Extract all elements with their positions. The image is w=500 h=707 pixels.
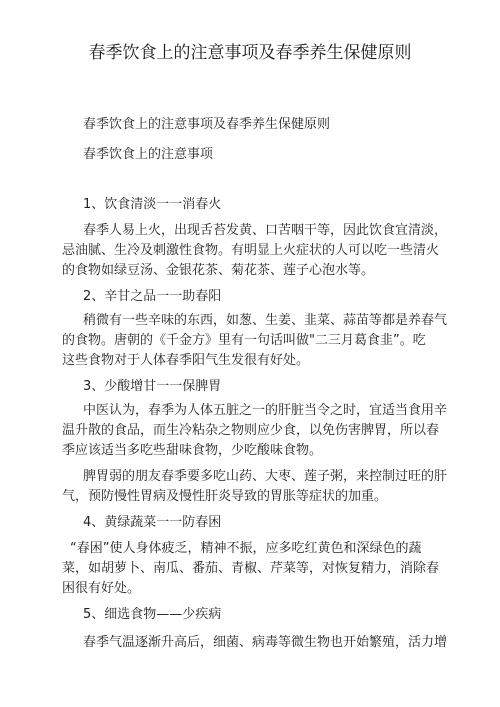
item-1-line-2: 忌油腻、生冷及刺激性食物。有明显上火症状的人可以吃一些清火 (62, 243, 440, 258)
item-1-line-1: 春季人易上火，出现舌苔发黄、口苦咽干等，因此饮食宜清淡， (83, 223, 448, 238)
item-3-para-1-line-1: 中医认为，春季为人体五脏之一的肝脏当令之时，宜适当食用辛 (83, 403, 448, 418)
item-2-line-1: 稍微有一些辛味的东西，如葱、生姜、韭菜、蒜苗等都是养春气 (83, 313, 448, 328)
item-5-line-1: 春季气温逐渐升高后，细菌、病毒等微生物也开始繁殖，活力增 (83, 635, 448, 650)
document-subtitle: 春季饮食上的注意事项及春季养生保健原则 (83, 117, 331, 132)
item-4-line-3: 困很有好处。 (62, 581, 141, 596)
item-heading-1: 1、饮食清淡一一消春火 (83, 197, 222, 212)
item-3-para-1-line-2: 温升散的食品，而生冷粘杂之物则应少食，以免伤害脾胃，所以春 (62, 423, 440, 438)
section-heading: 春季饮食上的注意事项 (83, 147, 214, 162)
item-1-line-3: 的食物如绿豆汤、金银花茶、菊花茶、莲子心泡水等。 (62, 263, 375, 278)
item-3-para-1-line-3: 季应该适当多吃些甜味食物，少吃酸味食物。 (62, 443, 323, 458)
item-2-line-3: 这些食物对于人体春季阳气生发很有好处。 (62, 353, 310, 368)
item-heading-5: 5、细选食物——少疾病 (83, 607, 222, 622)
item-heading-2: 2、辛甘之品一一助春阳 (83, 289, 222, 304)
item-heading-3: 3、少酸增甘一一保脾胃 (83, 379, 222, 394)
item-2-line-2: 的食物。唐朝的《千金方》里有一句话叫做"二三月葛食韭”。吃 (62, 333, 426, 348)
item-3-para-2-line-1: 脾胃弱的朋友春季要多吃山药、大枣、莲子粥，来控制过旺的肝 (83, 469, 448, 484)
item-4-line-2: 菜，如胡萝卜、南瓜、番茄、青椒、芹菜等，对恢复精力，消除春 (62, 561, 440, 576)
item-heading-4: 4、黄绿蔬菜一一防春困 (83, 515, 222, 530)
item-4-line-1: “春困”使人身体疲乏，精神不振，应多吃红黄色和深绿色的蔬 (70, 541, 422, 556)
page-title: 春季饮食上的注意事项及春季养生保健原则 (88, 43, 412, 63)
item-3-para-2-line-2: 气，预防慢性胃病及慢性肝炎导致的胃胀等症状的加重。 (62, 489, 388, 504)
